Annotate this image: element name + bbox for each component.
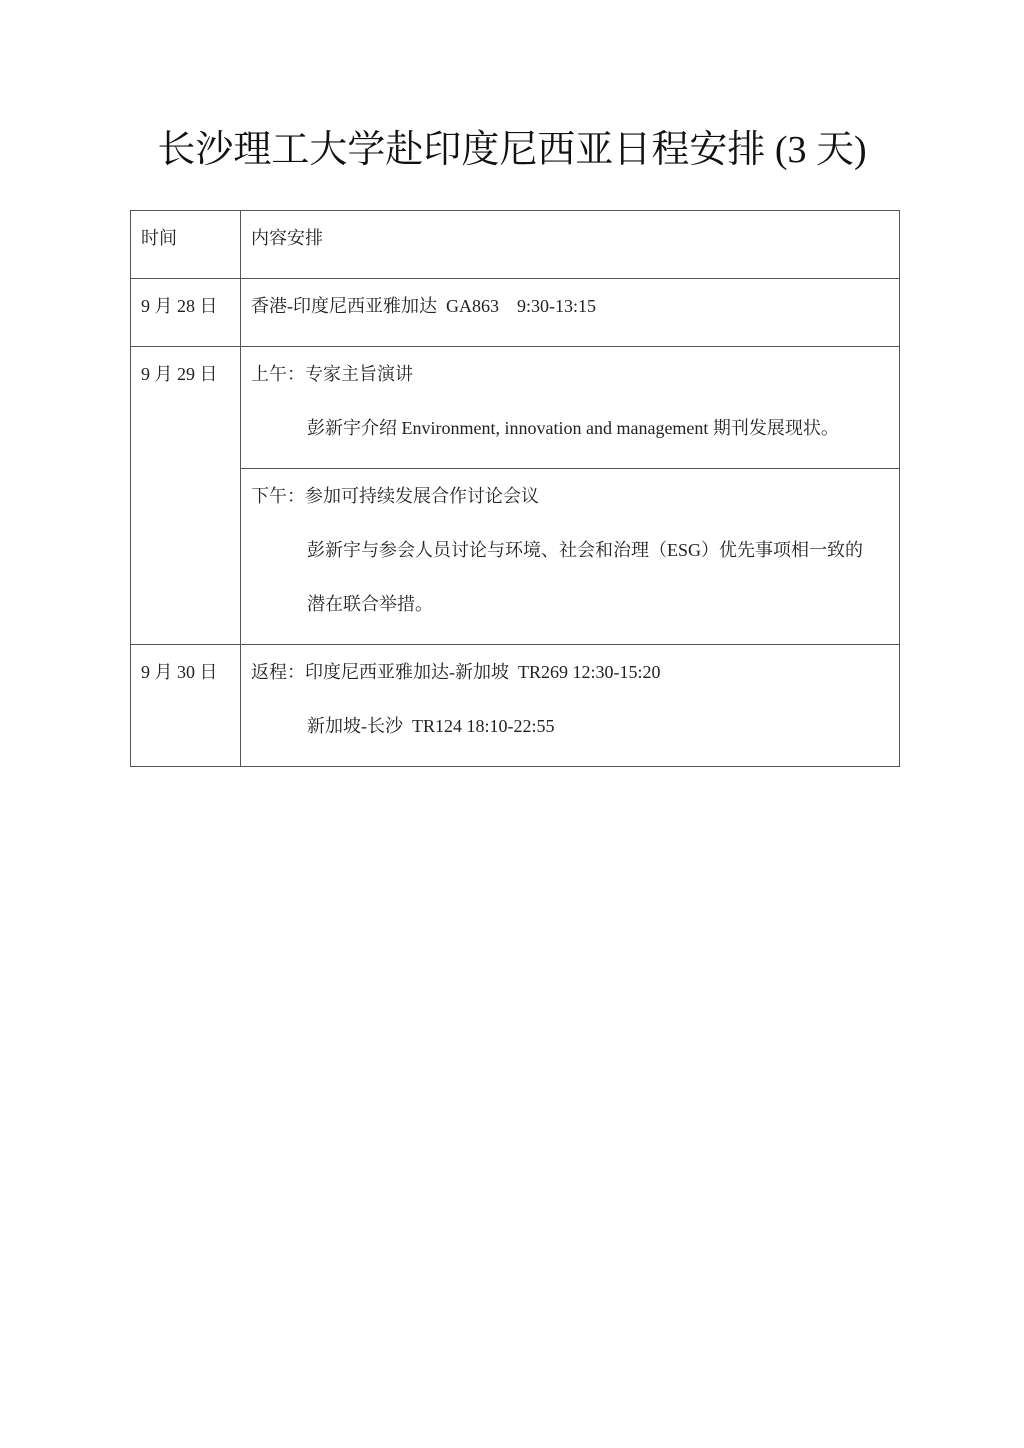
afternoon-detail: 彭新宇与参会人员讨论与环境、社会和治理（ESG）优先事项相一致的 <box>307 540 864 560</box>
header-cell-time <box>131 211 241 279</box>
flight-line: 香港-印度尼西亚雅加达 GA863 9:30-13:15 <box>251 296 596 316</box>
page-title: 长沙理工大学赴印度尼西亚日程安排 (3 天) <box>157 129 867 171</box>
afternoon-heading: 下午：参加可持续发展合作讨论会议 <box>251 486 539 506</box>
return-flight-line-2: 新加坡-长沙 TR124 18:10-22:55 <box>307 716 555 736</box>
content-cell <box>241 279 900 347</box>
table-row <box>131 469 900 645</box>
header-time-label: 时间 <box>141 228 177 248</box>
morning-heading: 上午：专家主旨演讲 <box>251 364 413 384</box>
date-cell <box>131 279 241 347</box>
table-row <box>131 347 900 469</box>
header-cell-content <box>241 211 900 279</box>
content-cell-afternoon <box>241 469 900 645</box>
header-content-label: 内容安排 <box>251 228 323 248</box>
date-label: 9 月 28 日 <box>141 296 218 316</box>
table-row <box>131 645 900 767</box>
return-flight-line: 返程：印度尼西亚雅加达-新加坡 TR269 12:30-15:20 <box>251 662 661 682</box>
afternoon-detail-cont: 潜在联合举措。 <box>307 594 433 614</box>
morning-detail: 彭新宇介绍 Environment, innovation and management 期刊发展现状。 <box>307 418 839 438</box>
content-cell-morning <box>241 347 900 469</box>
date-cell <box>131 645 241 767</box>
date-label: 9 月 29 日 <box>141 364 218 384</box>
date-cell <box>131 347 241 645</box>
table-row <box>131 279 900 347</box>
content-cell <box>241 645 900 767</box>
schedule-table <box>130 210 900 767</box>
table-header-row <box>131 211 900 279</box>
date-label: 9 月 30 日 <box>141 662 218 682</box>
